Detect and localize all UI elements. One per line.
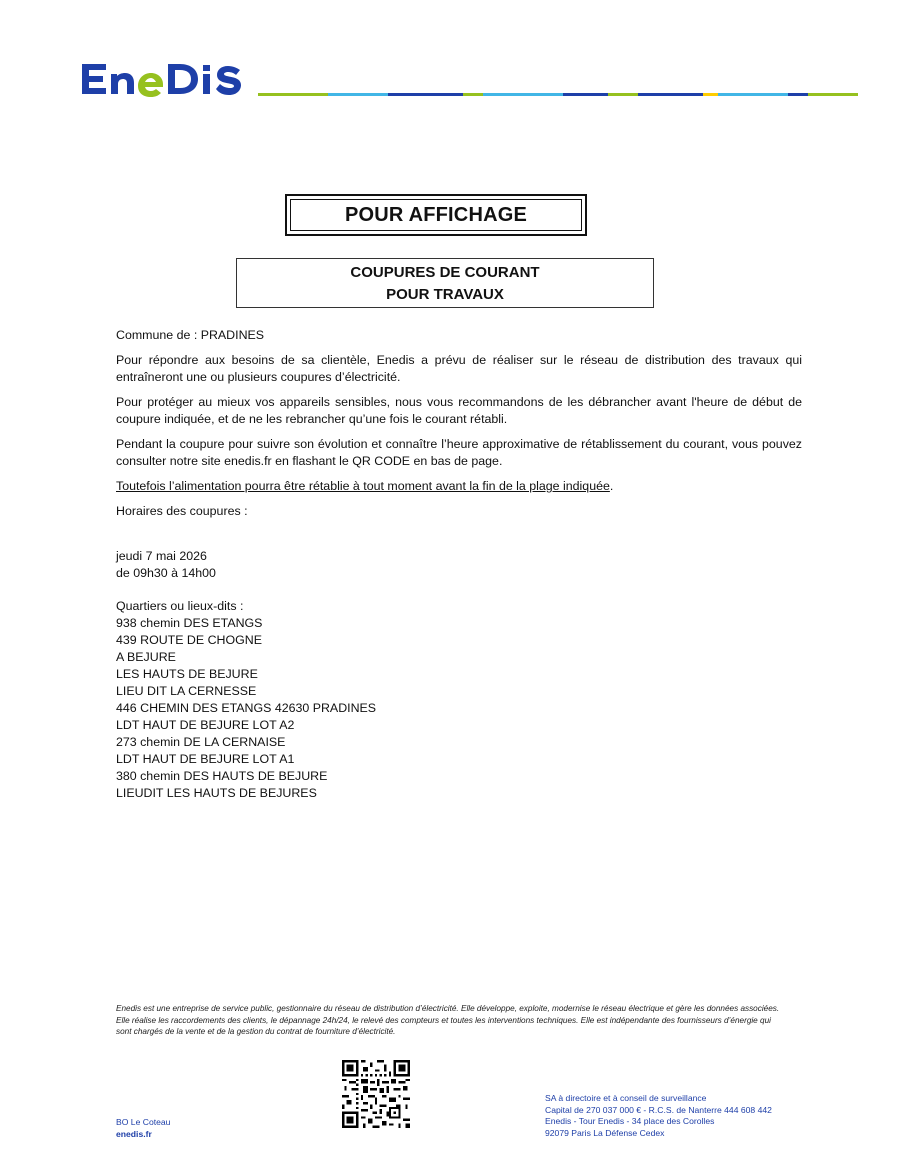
list-item: 273 chemin DE LA CERNAISE	[116, 735, 286, 749]
list-item: 938 chemin DES ETANGS	[116, 616, 263, 630]
list-item: 380 chemin DES HAUTS DE BEJURE	[116, 769, 328, 783]
footer-website-link[interactable]: enedis.fr	[116, 1129, 152, 1139]
list-item: A BEJURE	[116, 650, 176, 664]
schedule	[116, 548, 802, 582]
notice-body	[116, 327, 802, 802]
paragraph-intro: Pour répondre aux besoins de sa clientèle, Enedis a prévu de réaliser sur le réseau de distribution des travaux qui entraîneront une ou plusieurs coupures d’électricité.	[116, 353, 802, 384]
paragraph-qr-info: Pendant la coupure pour suivre son évolution et connaître l’heure approximative de rétablissement du courant, vous pouvez consulter notre site enedis.fr en flashant le QR CODE en bas de page.	[116, 437, 802, 468]
coupures-title-line1: COUPURES DE COURANT	[350, 264, 540, 281]
pour-affichage-box	[285, 194, 587, 236]
schedule-date: jeudi 7 mai 2026	[116, 549, 207, 563]
footer-line: 92079 Paris La Défense Cedex	[545, 1128, 665, 1139]
footer-left	[116, 1116, 170, 1140]
footer-office: BO Le Coteau	[116, 1117, 171, 1127]
warning-underlined: Toutefois l’alimentation pourra être rétablie à tout moment avant la fin de la plage indiquée	[116, 479, 610, 493]
list-item: LDT HAUT DE BEJURE LOT A1	[116, 752, 295, 766]
list-item: LES HAUTS DE BEJURE	[116, 667, 258, 681]
brand-stripe	[258, 93, 858, 96]
footer-line: SA à directoire et à conseil de surveillance	[545, 1093, 707, 1103]
places-label: Quartiers ou lieux-dits :	[116, 599, 244, 613]
horaires-label: Horaires des coupures :	[116, 504, 248, 518]
list-item: LIEU DIT LA CERNESSE	[116, 684, 257, 698]
enedis-logo	[80, 60, 252, 100]
warning-end: .	[609, 479, 614, 493]
qr-code-icon[interactable]	[342, 1060, 410, 1128]
list-item: LIEUDIT LES HAUTS DE BEJURES	[116, 786, 317, 800]
footer-company-info	[545, 1093, 772, 1140]
places-list	[116, 598, 802, 802]
list-item: 439 ROUTE DE CHOGNE	[116, 633, 262, 647]
coupures-title-line2: POUR TRAVAUX	[386, 286, 504, 303]
schedule-time: de 09h30 à 14h00	[116, 566, 216, 580]
pour-affichage-title: POUR AFFICHAGE	[290, 199, 582, 231]
paragraph-warning	[116, 478, 802, 495]
coupures-box	[236, 258, 654, 308]
legal-notice: Enedis est une entreprise de service public, gestionnaire du réseau de distribution d’électricité. Elle développe, exploite, modernise le réseau électrique et gère les données associées. Elle réalise les raccordements des clients, le dépannage 24h/24, le relevé des compteurs et toutes les interventions techniques. Elle est indépendante des fournisseurs d’énergie qui sont chargés de la vente et de la gestion du contrat de fourniture d’électricité.	[116, 1004, 780, 1036]
commune-line: Commune de : PRADINES	[116, 328, 265, 342]
list-item: 446 CHEMIN DES ETANGS 42630 PRADINES	[116, 701, 377, 715]
list-item: LDT HAUT DE BEJURE LOT A2	[116, 718, 295, 732]
footer-line: Enedis - Tour Enedis - 34 place des Corolles	[545, 1116, 715, 1127]
footer-line: Capital de 270 037 000 € - R.C.S. de Nanterre 444 608 442	[545, 1104, 772, 1115]
paragraph-recommendation: Pour protéger au mieux vos appareils sensibles, nous vous recommandons de les débrancher avant l'heure de début de coupure indiquée, et de ne les rebrancher qu’une fois le courant rétabli.	[116, 395, 802, 426]
